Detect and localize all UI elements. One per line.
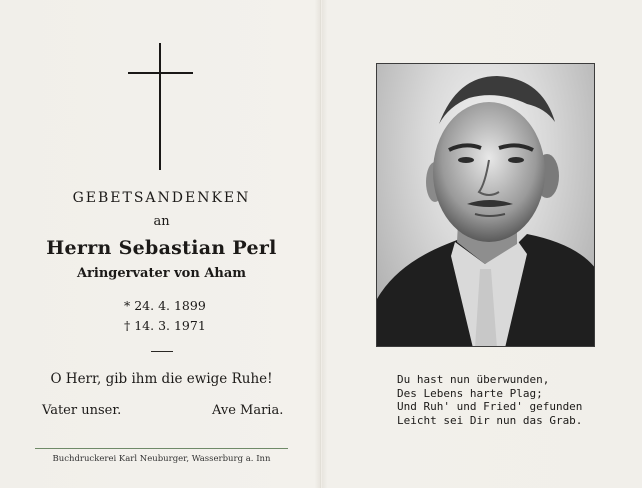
vater-unser: Vater unser. [42,403,122,418]
portrait-photo [376,63,595,347]
cross-icon [159,43,161,170]
footer-rule [35,448,288,449]
poem-line: Du hast nun überwunden, [397,373,550,386]
death-date: † 14. 3. 1971 [124,318,206,333]
poem [397,373,582,427]
printer-credit: Buchdruckerei Karl Neuburger, Wasserburg a. Inn [52,454,271,464]
deceased-subtitle: Aringervater von Aham [76,266,247,281]
poem-line: Und Ruh' und Fried' gefunden [397,400,583,413]
preposition: an [153,214,170,229]
portrait-photo-icon [377,64,595,347]
card-fold [320,0,322,488]
prayer-line: O Herr, gib ihm die ewige Ruhe! [50,371,273,387]
poem-line: Leicht sei Dir nun das Grab. [397,413,583,427]
heading: GEBETSANDENKEN [72,190,251,206]
ave-maria: Ave Maria. [212,403,284,418]
divider [151,351,173,352]
poem-line: Des Lebens harte Plag; [397,386,543,400]
deceased-name: Herrn Sebastian Perl [46,237,277,259]
cross-icon-bar [128,72,193,74]
birth-date: * 24. 4. 1899 [124,298,206,313]
